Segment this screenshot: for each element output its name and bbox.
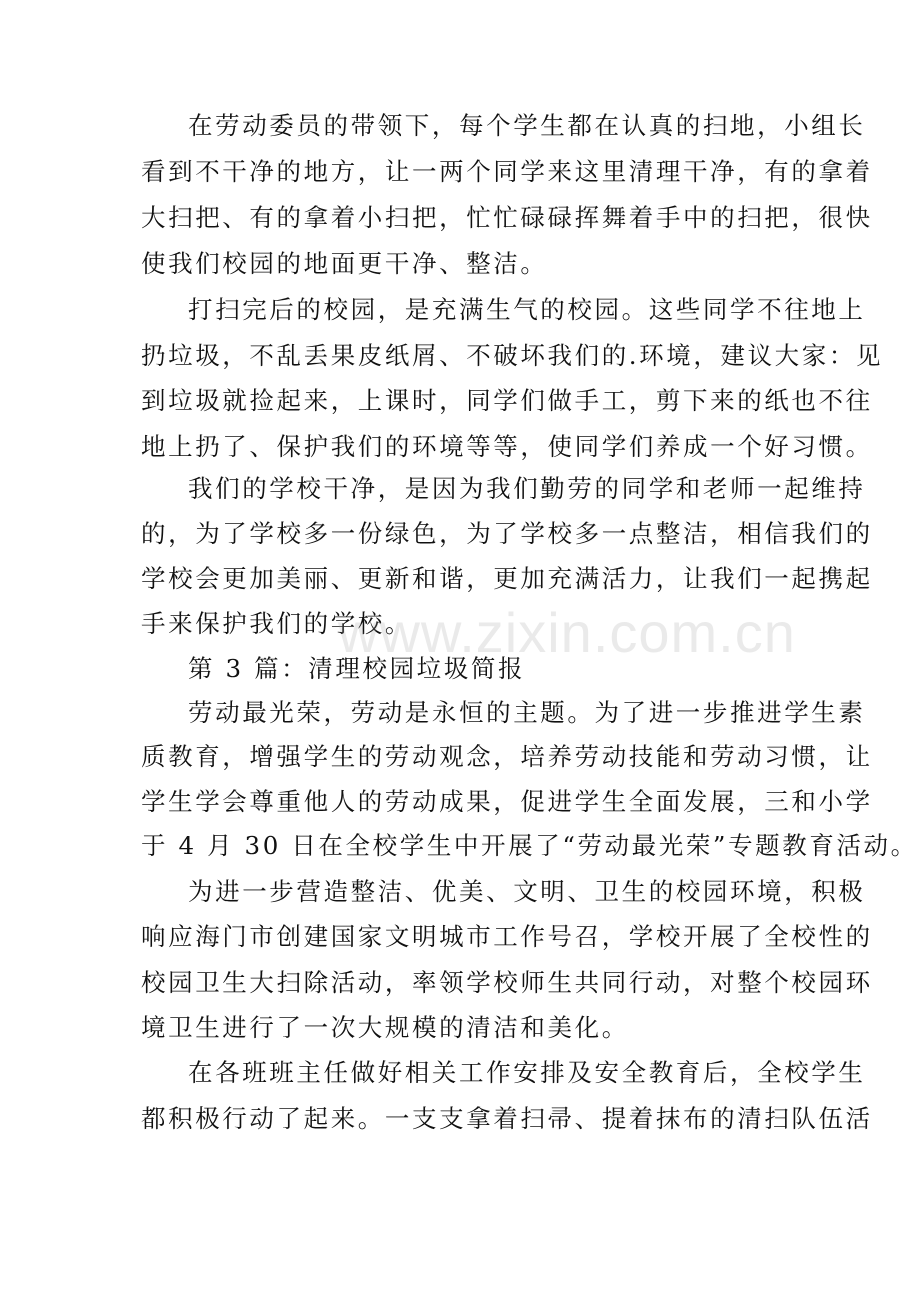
paragraph-line: 为进一步营造整洁、优美、文明、卫生的校园环境，积极 [188, 877, 866, 906]
watermark: www.zixin.com.cn [338, 601, 796, 664]
paragraph-line: 都积极行动了起来。一支支拿着扫帚、提着抹布的清扫队伍活 [141, 1104, 873, 1133]
paragraph-line: 校园卫生大扫除活动，率领学校师生共同行动，对整个校园环 [141, 968, 873, 997]
paragraph-line: 到垃圾就捡起来，上课时，同学们做手工，剪下来的纸也不往 [141, 386, 873, 415]
paragraph-line: 境卫生进行了一次大规模的清洁和美化。 [141, 1013, 629, 1042]
paragraph-line: 扔垃圾，不乱丢果皮纸屑、不破坏我们的.环境，建议大家：见 [141, 341, 884, 370]
paragraph-line: 我们的学校干净，是因为我们勤劳的同学和老师一起维持 [188, 474, 866, 503]
paragraph-line: 使我们校园的地面更干净、整洁。 [141, 249, 548, 278]
paragraph-line: 的，为了学校多一份绿色，为了学校多一点整洁，相信我们的 [141, 519, 873, 548]
paragraph-line: 劳动最光荣，劳动是永恒的主题。为了进一步推进学生素 [188, 698, 866, 727]
paragraph-line: 学校会更加美丽、更新和谐，更加充满活力，让我们一起携起 [141, 564, 873, 593]
paragraph-line: 于 4 月 30 日在全校学生中开展了“劳动最光荣”专题教育活动。 [141, 831, 918, 860]
paragraph-line: 看到不干净的地方，让一两个同学来这里清理干净，有的拿着 [141, 157, 873, 186]
paragraph-line: 学生学会尊重他人的劳动成果，促进学生全面发展，三和小学 [141, 787, 873, 816]
paragraph-line: 质教育，增强学生的劳动观念，培养劳动技能和劳动习惯，让 [141, 742, 873, 771]
paragraph-line: 响应海门市创建国家文明城市工作号召，学校开展了全校性的 [141, 922, 873, 951]
paragraph-line: 在劳动委员的带领下，每个学生都在认真的扫地，小组长 [188, 111, 866, 140]
paragraph-line: 大扫把、有的拿着小扫把，忙忙碌碌挥舞着手中的扫把，很快 [141, 203, 873, 232]
section-heading: 第 3 篇：清理校园垃圾简报 [188, 654, 526, 683]
paragraph-line: 打扫完后的校园，是充满生气的校园。这些同学不往地上 [188, 295, 866, 324]
paragraph-line: 地上扔了、保护我们的环境等等，使同学们养成一个好习惯。 [141, 432, 873, 461]
paragraph-line: 在各班班主任做好相关工作安排及安全教育后，全校学生 [188, 1058, 866, 1087]
paragraph-line: 手来保护我们的学校。 [141, 609, 412, 638]
